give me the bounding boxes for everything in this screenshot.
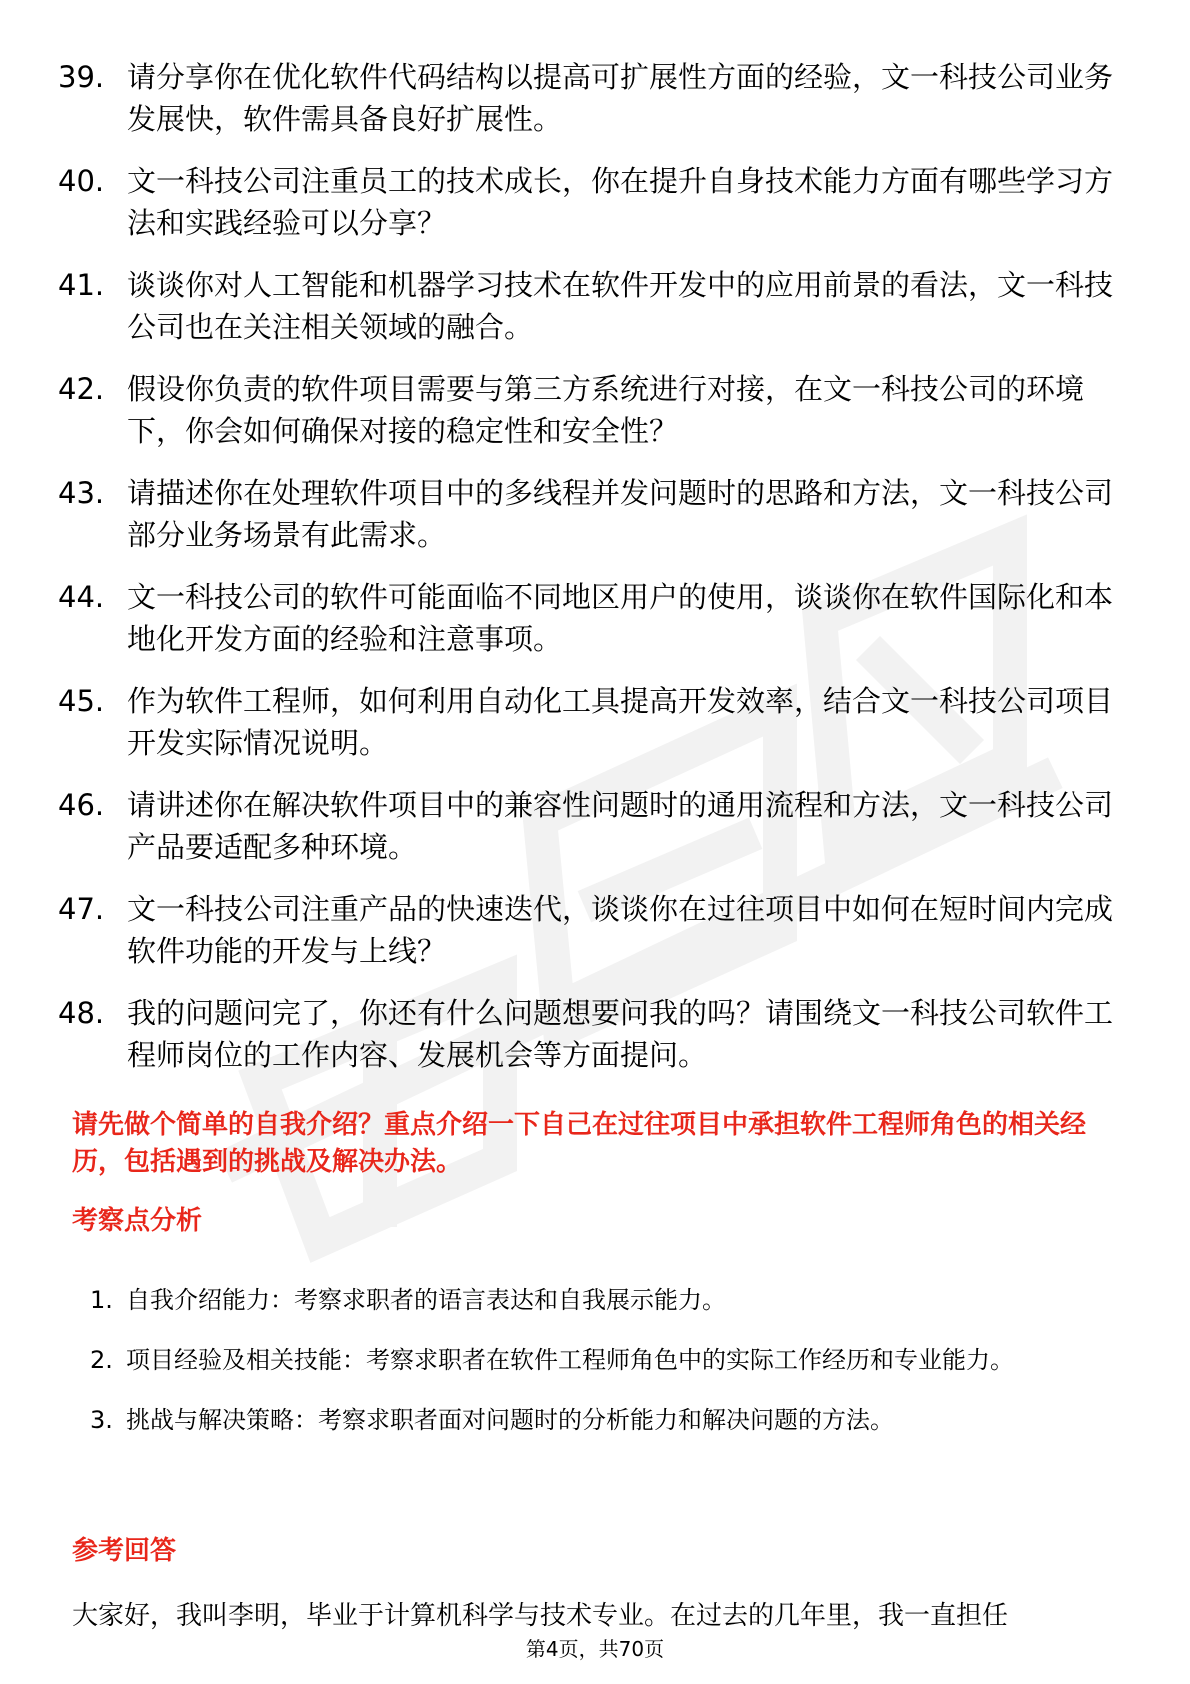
question-number: 40.	[58, 164, 105, 198]
question-text: 我的问题问完了，你还有什么问题想要问我的吗？请围绕文一科技公司软件工程师岗位的工作内容、发展机会等方面提问。	[127, 996, 1114, 1072]
answer-heading: 参考回答	[72, 1536, 177, 1566]
question-number: 47.	[58, 892, 105, 926]
question-number: 42.	[58, 372, 105, 406]
highlighted-question: 请先做个简单的自我介绍？重点介绍一下自己在过往项目中承担软件工程师角色的相关经历，包括遇到的挑战及解决办法。	[72, 1110, 1087, 1177]
list-item	[58, 160, 1118, 244]
list-item	[58, 472, 1118, 556]
question-number: 45.	[58, 684, 105, 718]
question-list	[58, 56, 1118, 1096]
answer-paragraph: 大家好，我叫李明，毕业于计算机科学与技术专业。在过去的几年里，我一直担任	[72, 1601, 1009, 1631]
question-text: 文一科技公司注重员工的技术成长，你在提升自身技术能力方面有哪些学习方法和实践经验可以分享？	[127, 164, 1114, 240]
question-text: 作为软件工程师，如何利用自动化工具提高开发效率，结合文一科技公司项目开发实际情况说明。	[127, 684, 1114, 760]
question-text: 谈谈你对人工智能和机器学习技术在软件开发中的应用前景的看法，文一科技公司也在关注相关领域的融合。	[127, 268, 1114, 344]
point-text: 自我介绍能力：考察求职者的语言表达和自我展示能力。	[126, 1286, 726, 1314]
list-item	[90, 1330, 1120, 1390]
list-item	[58, 784, 1118, 868]
list-item	[58, 56, 1118, 140]
list-item	[90, 1390, 1120, 1450]
question-number: 48.	[58, 996, 105, 1030]
question-text: 请分享你在优化软件代码结构以提高可扩展性方面的经验，文一科技公司业务发展快，软件需具备良好扩展性。	[127, 60, 1114, 136]
analysis-point-list	[90, 1270, 1120, 1450]
list-item	[58, 368, 1118, 452]
list-item	[58, 992, 1118, 1076]
list-item	[58, 264, 1118, 348]
point-text: 项目经验及相关技能：考察求职者在软件工程师角色中的实际工作经历和专业能力。	[126, 1346, 1014, 1374]
list-item	[58, 576, 1118, 660]
question-text: 请讲述你在解决软件项目中的兼容性问题时的通用流程和方法，文一科技公司产品要适配多种环境。	[127, 788, 1114, 864]
question-number: 44.	[58, 580, 105, 614]
list-item	[58, 888, 1118, 972]
point-number: 1.	[90, 1286, 113, 1314]
page-number-footer: 第4页，共70页	[525, 1637, 665, 1661]
question-number: 43.	[58, 476, 105, 510]
question-text: 请描述你在处理软件项目中的多线程并发问题时的思路和方法，文一科技公司部分业务场景有此需求。	[127, 476, 1114, 552]
question-number: 46.	[58, 788, 105, 822]
point-text: 挑战与解决策略：考察求职者面对问题时的分析能力和解决问题的方法。	[126, 1406, 894, 1434]
question-text: 文一科技公司注重产品的快速迭代，谈谈你在过往项目中如何在短时间内完成软件功能的开发与上线？	[127, 892, 1114, 968]
list-item	[58, 680, 1118, 764]
point-number: 2.	[90, 1346, 113, 1374]
point-number: 3.	[90, 1406, 113, 1434]
list-item	[90, 1270, 1120, 1330]
analysis-heading: 考察点分析	[72, 1206, 203, 1236]
question-text: 文一科技公司的软件可能面临不同地区用户的使用，谈谈你在软件国际化和本地化开发方面的经验和注意事项。	[127, 580, 1114, 656]
question-number: 39.	[58, 60, 105, 94]
question-number: 41.	[58, 268, 105, 302]
question-text: 假设你负责的软件项目需要与第三方系统进行对接，在文一科技公司的环境下，你会如何确保对接的稳定性和安全性？	[127, 372, 1085, 448]
